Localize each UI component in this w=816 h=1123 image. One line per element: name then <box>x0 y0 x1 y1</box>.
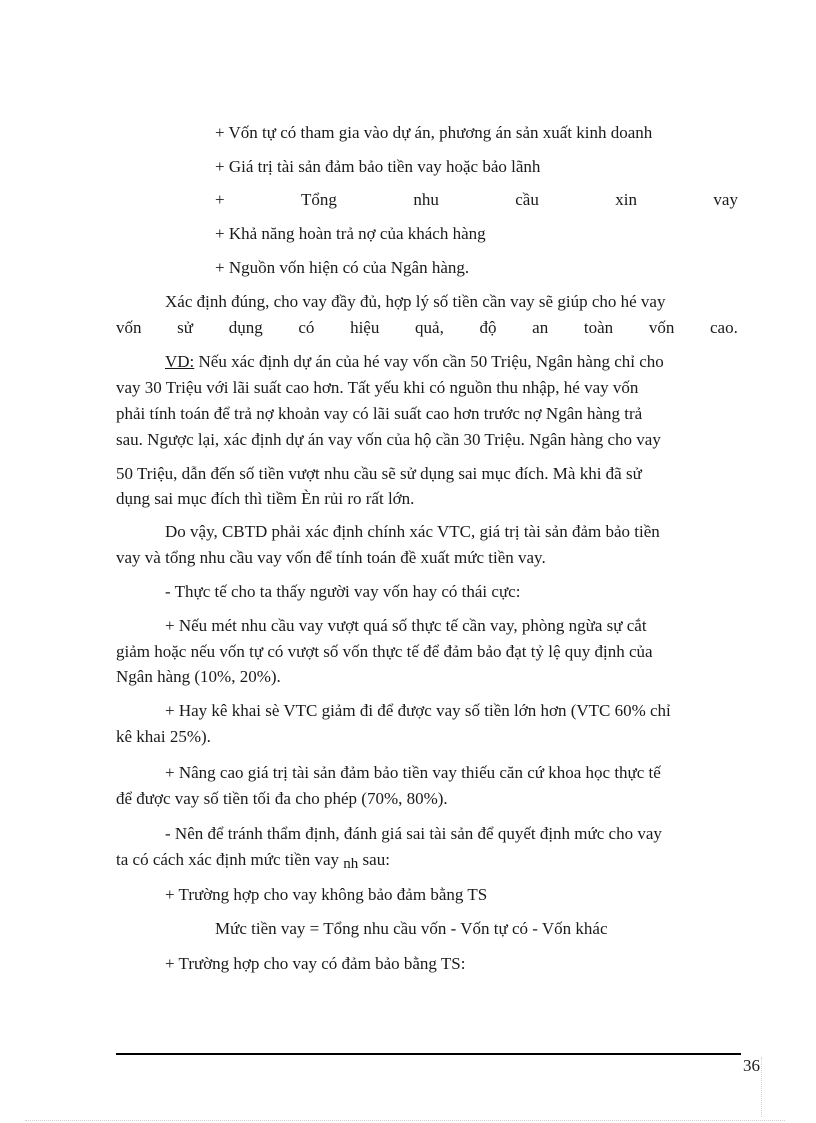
loan-formula: Mức tiền vay = Tổng nhu cầu vốn - Vốn tự có - Vốn khác <box>215 919 608 938</box>
paragraph-line: Xác định đúng, cho vay đầy đủ, hợp lý số tiền cần vay sẽ giúp cho hé vay <box>165 292 666 311</box>
paragraph-line: vay 30 Triệu với lãi suất cao hơn. Tất yếu khi có nguồn thu nhập, hé vay vốn <box>116 378 639 397</box>
footer-rule <box>116 1053 741 1055</box>
word: hiệu <box>350 318 380 337</box>
paragraph-line: dụng sai mục đích thì tiềm Èn rủi ro rất lớn. <box>116 489 415 508</box>
word: cầu <box>515 190 539 209</box>
bullet-repayment-ability: + Khả năng hoàn trả nợ của khách hàng <box>215 224 486 243</box>
word: vốn <box>648 318 675 337</box>
bullet-total-demand <box>215 189 738 211</box>
paragraph-line: + Nâng cao giá trị tài sản đảm bảo tiền vay thiếu căn cứ khoa học thực tế <box>165 763 661 782</box>
bullet-collateral-value: + Giá trị tài sản đảm bảo tiền vay hoặc bảo lãnh <box>215 157 541 176</box>
paragraph-line <box>116 849 738 872</box>
bullet-own-capital: + Vốn tự có tham gia vào dự án, phương án sản xuất kinh doanh <box>215 123 653 142</box>
case-secured: + Trường hợp cho vay có đảm bảo bằng TS: <box>165 954 466 973</box>
paragraph-line: phải tính toán để trả nợ khoản vay có lãi suất cao hơn trước nợ Ngân hàng trả <box>116 404 643 423</box>
paragraph-line: Do vậy, CBTD phải xác định chính xác VTC, giá trị tài sản đảm bảo tiền <box>165 522 660 541</box>
page-number: 36 <box>743 1056 760 1075</box>
word: dụng <box>228 318 263 337</box>
example-label: VD: <box>165 352 195 371</box>
paragraph-line: - Thực tế cho ta thấy người vay vốn hay có thái cực: <box>165 582 521 601</box>
word: nhu <box>413 190 439 209</box>
paragraph-line: vay và tổng nhu cầu vay vốn để tính toán đề xuất mức tiền vay. <box>116 548 546 567</box>
paragraph-line: kê khai 25%). <box>116 727 211 746</box>
paragraph-line: Ngân hàng (10%, 20%). <box>116 667 281 686</box>
word: vốn <box>116 318 142 337</box>
paragraph-line: + Nếu mét nhu cầu vay vượt quá số thực tế cần vay, phòng ngừa sự cắt <box>165 616 647 635</box>
paragraph-line: + Hay kê khai sè VTC giảm đi để được vay số tiền lớn hơn (VTC 60% chỉ <box>165 701 671 720</box>
paragraph-line <box>116 317 738 339</box>
word: có <box>298 318 315 337</box>
paragraph-line: để được vay số tiền tối đa cho phép (70%, 80%). <box>116 789 448 808</box>
word: độ <box>479 318 497 337</box>
word: vay <box>713 190 738 209</box>
case-unsecured: + Trường hợp cho vay không bảo đảm bằng TS <box>165 885 488 904</box>
example-text: Nếu xác định dự án của hé vay vốn cần 50 Triệu, Ngân hàng chỉ cho <box>194 352 664 371</box>
page-border-bottom <box>25 1120 785 1121</box>
example-paragraph-line <box>165 351 738 373</box>
text-run: nh <box>343 856 359 872</box>
paragraph-line: sau. Ngược lại, xác định dự án vay vốn của hộ cần 30 Triệu. Ngân hàng cho vay <box>116 430 661 449</box>
word: xin <box>615 190 637 209</box>
word: + <box>215 190 225 209</box>
word: quả, <box>415 318 444 337</box>
text-run: ta có cách xác định mức tiền vay <box>116 850 344 869</box>
paragraph-line: 50 Triệu, dẫn đến số tiền vượt nhu cầu sẽ sử dụng sai mục đích. Mà khi đã sử <box>116 464 642 483</box>
paragraph-line: giảm hoặc nếu vốn tự có vượt số vốn thực tế để đảm bảo đạt tỷ lệ quy định của <box>116 642 653 661</box>
word: Tổng <box>301 190 337 209</box>
word: an <box>532 318 549 337</box>
word: toàn <box>583 318 614 337</box>
paragraph-line: - Nên để tránh thẩm định, đánh giá sai tài sản để quyết định mức cho vay <box>165 824 662 843</box>
page-border-right <box>761 1057 762 1117</box>
bullet-bank-funds: + Nguồn vốn hiện có của Ngân hàng. <box>215 258 470 277</box>
text-run: sau: <box>358 850 390 869</box>
word: sử <box>177 318 194 337</box>
word: cao. <box>710 318 738 337</box>
